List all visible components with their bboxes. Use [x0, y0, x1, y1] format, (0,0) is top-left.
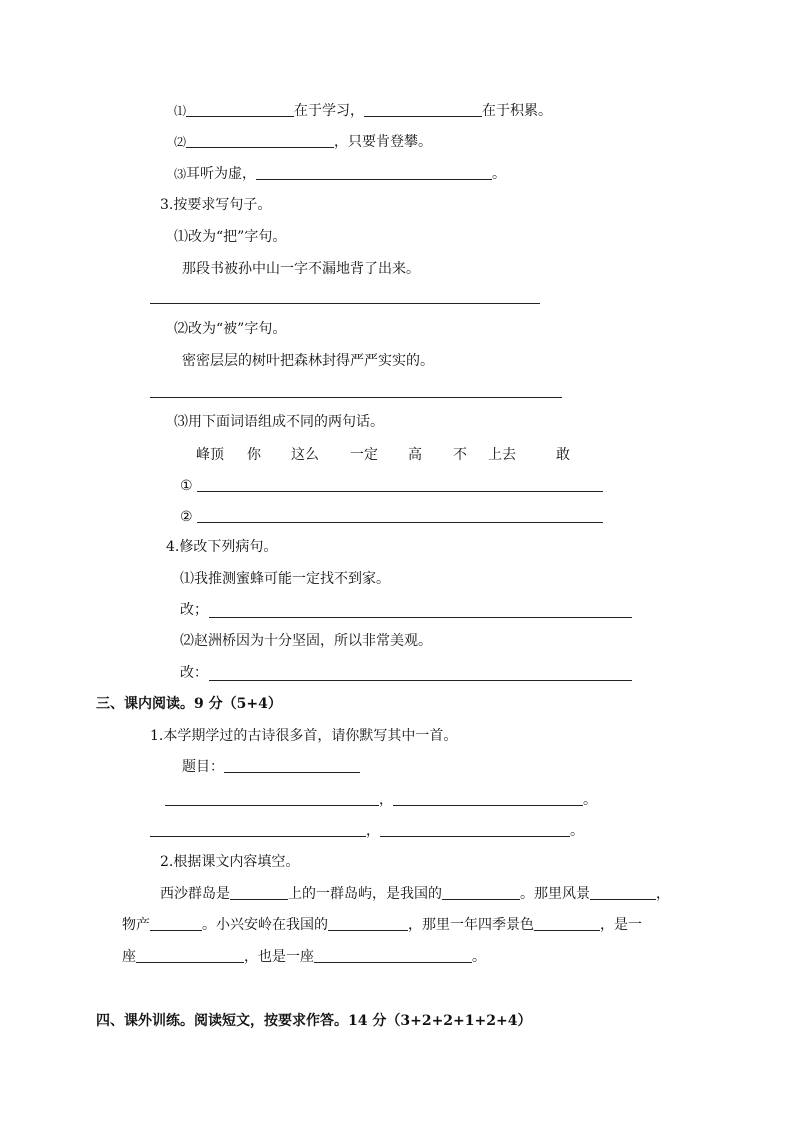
- fill-text: ，是一: [600, 917, 642, 933]
- q3-c-label: ⑶用下面词语组成不同的两句话。: [174, 414, 384, 430]
- q3-a-label: ⑴改为“把”字句。: [174, 229, 287, 245]
- poem-blank[interactable]: [150, 822, 366, 837]
- q4-a-sentence: ⑴我推测蜜蜂可能一定找不到家。: [180, 571, 390, 587]
- fill-text: ，: [656, 886, 670, 902]
- title-label: 题目：: [182, 759, 224, 775]
- item-text: ，只要肯登攀。: [334, 134, 433, 150]
- q3-c-answer-line-1[interactable]: [197, 491, 603, 492]
- q3-c-mark-2: ②: [180, 509, 193, 525]
- item-number: ⑵: [174, 135, 187, 149]
- item-text: 在于学习，: [294, 103, 365, 119]
- answer-blank[interactable]: [364, 102, 482, 117]
- fill-text: 。那里风景: [520, 886, 590, 902]
- item-text: 耳听为虚，: [186, 166, 257, 182]
- item-text: 在于积累。: [482, 103, 553, 119]
- q3-c-mark-1: ①: [180, 478, 193, 494]
- q3-b-sentence: 密密层层的树叶把森林封得严严实实的。: [182, 353, 434, 369]
- q4-b-sentence: ⑵赵洲桥因为十分坚固，所以非常美观。: [180, 633, 432, 649]
- fill-text: 物产: [122, 917, 150, 933]
- word: 高: [408, 447, 422, 463]
- punct: 。: [570, 823, 584, 839]
- s3-q1-text: 1.本学期学过的古诗很多首，请你默写其中一首。: [150, 728, 458, 744]
- q4-b-fix-label: 改：: [180, 665, 208, 681]
- poem-blank[interactable]: [393, 791, 583, 806]
- poem-title-blank[interactable]: [224, 758, 360, 773]
- s3-q1-title-row: [182, 758, 360, 776]
- answer-blank[interactable]: [186, 102, 294, 117]
- fill-line-3: [122, 948, 486, 966]
- item-number: ⑶: [174, 167, 187, 181]
- q3-b-label: ⑵改为“被”字句。: [174, 321, 287, 337]
- fill-text: 。小兴安岭在我国的: [202, 917, 328, 933]
- poem-line-1: [165, 791, 597, 809]
- fill-blank[interactable]: [328, 916, 408, 931]
- q3-b-answer-line[interactable]: [150, 397, 562, 398]
- fill-text: 。: [472, 949, 486, 965]
- fill-blank[interactable]: [150, 916, 202, 931]
- word: 不: [453, 447, 467, 463]
- fill-blank[interactable]: [136, 948, 244, 963]
- fill-line-1: [160, 885, 670, 903]
- q4-a-answer-line[interactable]: [209, 617, 632, 618]
- section-3-heading: 三、课内阅读。9 分（5+4）: [96, 696, 282, 712]
- answer-blank[interactable]: [256, 165, 492, 180]
- fill-text: ，也是一座: [244, 949, 314, 965]
- fill-text: 上的一群岛屿，是我国的: [288, 886, 442, 902]
- s3-q2-text: 2.根据课文内容填空。: [160, 854, 300, 870]
- word: 峰顶: [196, 447, 224, 463]
- q4-title: 4.修改下列病句。: [166, 539, 278, 555]
- item-text: 。: [492, 166, 507, 182]
- word: 你: [247, 447, 261, 463]
- fill-blank[interactable]: [442, 885, 520, 900]
- q4-b-answer-line[interactable]: [209, 680, 632, 681]
- poem-line-2: [150, 822, 584, 840]
- q2-item-2: [174, 133, 432, 151]
- poem-blank[interactable]: [380, 822, 570, 837]
- fill-blank[interactable]: [590, 885, 656, 900]
- q4-a-fix-label: 改；: [180, 602, 208, 618]
- fill-blank[interactable]: [314, 948, 472, 963]
- fill-text: 座: [122, 949, 136, 965]
- word: 上去: [488, 447, 516, 463]
- punct: 。: [583, 792, 597, 808]
- punct: ，: [379, 792, 393, 808]
- poem-blank[interactable]: [165, 791, 379, 806]
- q3-c-answer-line-2[interactable]: [197, 522, 603, 523]
- q2-item-3: [174, 165, 506, 183]
- fill-line-2: [122, 916, 642, 934]
- word: 这么: [291, 447, 319, 463]
- q3-a-sentence: 那段书被孙中山一字不漏地背了出来。: [182, 261, 420, 277]
- q3-a-answer-line[interactable]: [150, 303, 540, 304]
- word: 一定: [350, 447, 378, 463]
- q2-item-1: [174, 102, 552, 120]
- fill-text: ，那里一年四季景色: [408, 917, 534, 933]
- q3-title: 3.按要求写句子。: [160, 197, 272, 213]
- answer-blank[interactable]: [186, 133, 334, 148]
- item-number: ⑴: [174, 104, 187, 118]
- word: 敢: [556, 447, 570, 463]
- fill-blank[interactable]: [534, 916, 600, 931]
- section-4-heading: 四、课外训练。阅读短文，按要求作答。14 分（3+2+2+1+2+4）: [96, 1013, 532, 1029]
- fill-blank[interactable]: [230, 885, 288, 900]
- fill-text: 西沙群岛是: [160, 886, 230, 902]
- punct: ，: [366, 823, 380, 839]
